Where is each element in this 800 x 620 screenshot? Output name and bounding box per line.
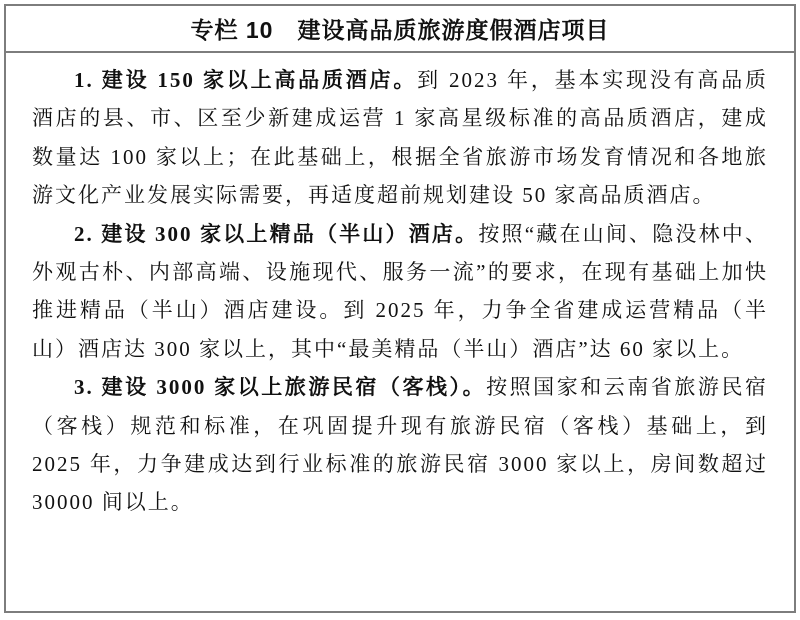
panel-body: [6, 53, 794, 611]
paragraph-3: [32, 368, 768, 522]
paragraph-1-text: 到 2023 年，基本实现没有高品质酒店的县、市、区至少新建成运营 1 家高星级标准的高品质酒店，建成数量达 100 家以上；在此基础上，根据全省旅游市场发育情况和各地旅游文化产业发展实际需要，再适度超前规划建设 50 家高品质酒店。: [32, 68, 769, 208]
paragraph-3-text: 按照国家和云南省旅游民宿（客栈）规范和标准，在巩固提升现有旅游民宿（客栈）基础上，到 2025 年，力争建成达到行业标准的旅游民宿 3000 家以上，房间数超过 30000 间以上。: [32, 375, 769, 515]
column-box-panel: [4, 4, 796, 613]
paragraph-2-text: 按照“藏在山间、隐没林中、外观古朴、内部高端、设施现代、服务一流”的要求，在现有基础上加快推进精品（半山）酒店建设。到 2025 年，力争全省建成运营精品（半山）酒店达 300 家以上，其中“最美精品（半山）酒店”达 60 家以上。: [32, 221, 768, 361]
panel-title: 专栏 10 建设高品质旅游度假酒店项目: [190, 17, 610, 43]
panel-title-row: [6, 6, 794, 53]
paragraph-1-lead: 1. 建设 150 家以上高品质酒店。: [74, 68, 418, 92]
paragraph-3-lead: 3. 建设 3000 家以上旅游民宿（客栈）。: [74, 375, 487, 400]
paragraph-2-lead: 2. 建设 300 家以上精品（半山）酒店。: [74, 221, 479, 246]
paragraph-1: [32, 61, 768, 215]
paragraph-2: [32, 215, 768, 369]
